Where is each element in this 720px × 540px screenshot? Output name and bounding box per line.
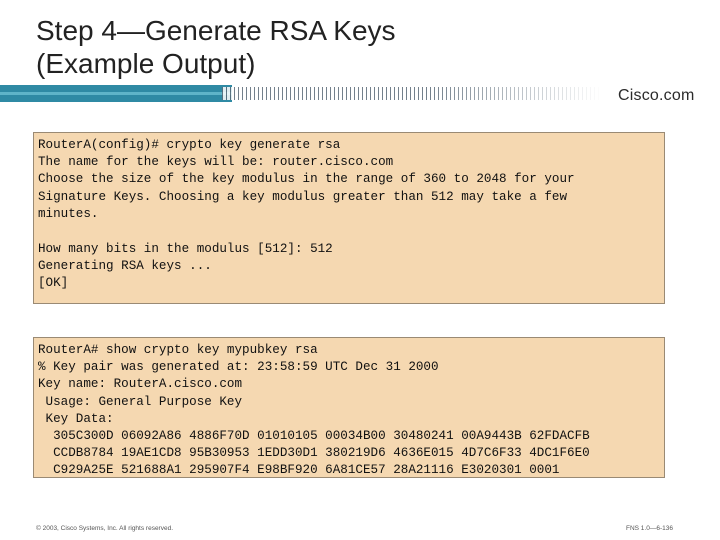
code-line: Key Data: bbox=[38, 411, 114, 426]
code-line: How many bits in the modulus [512]: 512 bbox=[38, 241, 333, 256]
code-line: minutes. bbox=[38, 206, 99, 221]
code-line: % Key pair was generated at: 23:58:59 UTC Dec 31 2000 bbox=[38, 360, 439, 375]
title-line-2: (Example Output) bbox=[36, 48, 256, 79]
key-data-line: CCDB8784 19AE1CD8 95B30953 1EDD30D1 380219D6 4636E015 4D7C6F33 4DC1F6E0 bbox=[38, 446, 590, 461]
key-data-line: C929A25E 521688A1 295907F4 E98BF920 6A81CE57 28A21116 E3020301 0001 bbox=[38, 463, 560, 478]
code-line: Key name: RouterA.cisco.com bbox=[38, 377, 243, 392]
slide-title bbox=[36, 14, 396, 80]
show-pubkey-output-box bbox=[33, 337, 665, 478]
code-line: Usage: General Purpose Key bbox=[38, 394, 243, 409]
cisco-logo: Cisco.com bbox=[618, 87, 695, 104]
code-line: RouterA(config)# crypto key generate rsa bbox=[38, 138, 341, 152]
code-line: RouterA# show crypto key mypubkey rsa bbox=[38, 343, 318, 357]
code-line: Generating RSA keys ... bbox=[38, 259, 212, 274]
title-line-1: Step 4—Generate RSA Keys bbox=[36, 15, 396, 46]
page-number: FNS 1.0—6-136 bbox=[626, 525, 673, 532]
code-line: The name for the keys will be: router.cisco.com bbox=[38, 155, 394, 170]
code-line: Signature Keys. Choosing a key modulus greater than 512 may take a few bbox=[38, 189, 568, 204]
header-band bbox=[0, 85, 720, 102]
generate-rsa-output-box bbox=[33, 132, 665, 304]
code-line: Choose the size of the key modulus in the range of 360 to 2048 for your bbox=[38, 172, 575, 187]
copyright-notice: © 2003, Cisco Systems, Inc. All rights reserved. bbox=[36, 525, 174, 532]
key-data-line: 305C300D 06092A86 4886F70D 01010105 00034B00 30480241 00A9443B 62FDACFB bbox=[38, 428, 590, 443]
code-line: [OK] bbox=[38, 276, 69, 291]
header-band-teal bbox=[0, 85, 232, 102]
